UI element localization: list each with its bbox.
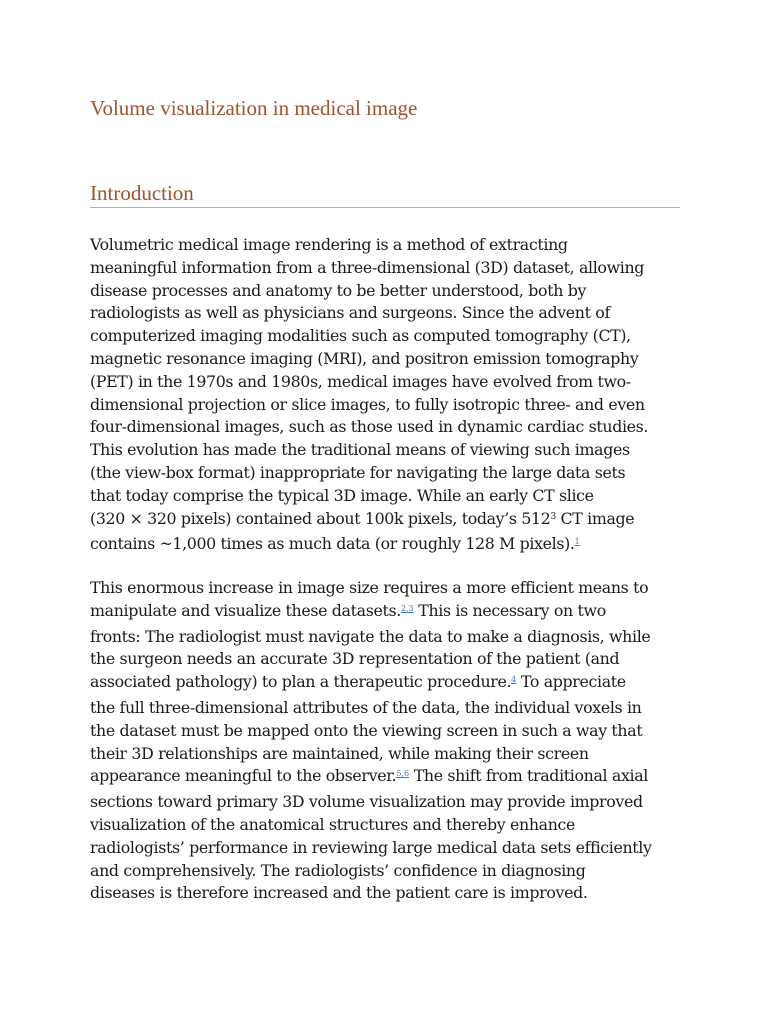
- text-line: disease processes and anatomy to be better understood, both by: [90, 280, 587, 300]
- text-line: This enormous increase in image size requires a more efficient means to: [90, 578, 649, 597]
- text-line: CT image: [555, 508, 635, 528]
- text-line: sections toward primary 3D volume visualization may provide improved: [90, 792, 643, 812]
- text-line: To appreciate: [516, 672, 626, 692]
- text-line: (the view-box format) inappropriate for navigating the large data sets: [90, 462, 626, 482]
- citation-link[interactable]: 2,3: [400, 603, 414, 613]
- text-line: appearance meaningful to the observer.: [90, 766, 397, 786]
- text-line: that today comprise the typical 3D image. While an early CT slice: [90, 485, 594, 505]
- superscript: 3: [550, 511, 556, 522]
- text-line: radiologists as well as physicians and surgeons. Since the advent of: [90, 303, 610, 323]
- text-line: the surgeon needs an accurate 3D representation of the patient (and: [90, 649, 620, 669]
- citation-link[interactable]: 4: [511, 675, 517, 685]
- text-line: visualization of the anatomical structures and thereby enhance: [90, 814, 576, 834]
- text-line: The shift from traditional axial: [409, 766, 648, 786]
- text-line: and comprehensively. The radiologists’ confidence in diagnosing: [90, 860, 586, 880]
- text-line: diseases is therefore increased and the patient care is improved.: [90, 883, 588, 903]
- heading-divider: [90, 207, 680, 208]
- text-line: magnetic resonance imaging (MRI), and positron emission tomography: [90, 348, 639, 368]
- text-line: fronts: The radiologist must navigate the data to make a diagnosis, while: [90, 626, 651, 646]
- text-line: contains ~1,000 times as much data (or roughly 128 M pixels).: [90, 534, 575, 554]
- citation-link[interactable]: 1: [574, 537, 580, 547]
- text-line: manipulate and visualize these datasets.: [90, 600, 401, 620]
- text-line: computerized imaging modalities such as computed tomography (CT),: [90, 326, 631, 346]
- text-line: radiologists’ performance in reviewing large medical data sets efficiently: [90, 837, 652, 857]
- text-line: dimensional projection or slice images, to fully isotropic three- and even: [90, 394, 645, 414]
- text-line: This evolution has made the traditional means of viewing such images: [90, 440, 630, 460]
- text-line: their 3D relationships are maintained, while making their screen: [90, 743, 589, 763]
- citation-link[interactable]: 5,6: [396, 769, 410, 779]
- text-line: (PET) in the 1970s and 1980s, medical images have evolved from two-: [90, 371, 631, 391]
- text-line: four-dimensional images, such as those used in dynamic cardiac studies.: [90, 417, 649, 437]
- text-line: This is necessary on two: [413, 600, 606, 620]
- text-line: the full three-dimensional attributes of the data, the individual voxels in: [90, 697, 642, 717]
- text-line: Volumetric medical image rendering is a method of extracting: [90, 235, 568, 254]
- text-line: associated pathology) to plan a therapeutic procedure.: [90, 672, 512, 692]
- text-line: (320 × 320 pixels) contained about 100k pixels, today’s 512: [90, 508, 551, 528]
- text-line: the dataset must be mapped onto the viewing screen in such a way that: [90, 720, 643, 740]
- text-line: meaningful information from a three-dimensional (3D) dataset, allowing: [90, 257, 645, 277]
- paragraph-intro: [90, 234, 680, 559]
- paragraph-body: [90, 577, 680, 905]
- document-title: Volume visualization in medical image: [90, 96, 418, 120]
- section-heading: Introduction: [90, 181, 194, 205]
